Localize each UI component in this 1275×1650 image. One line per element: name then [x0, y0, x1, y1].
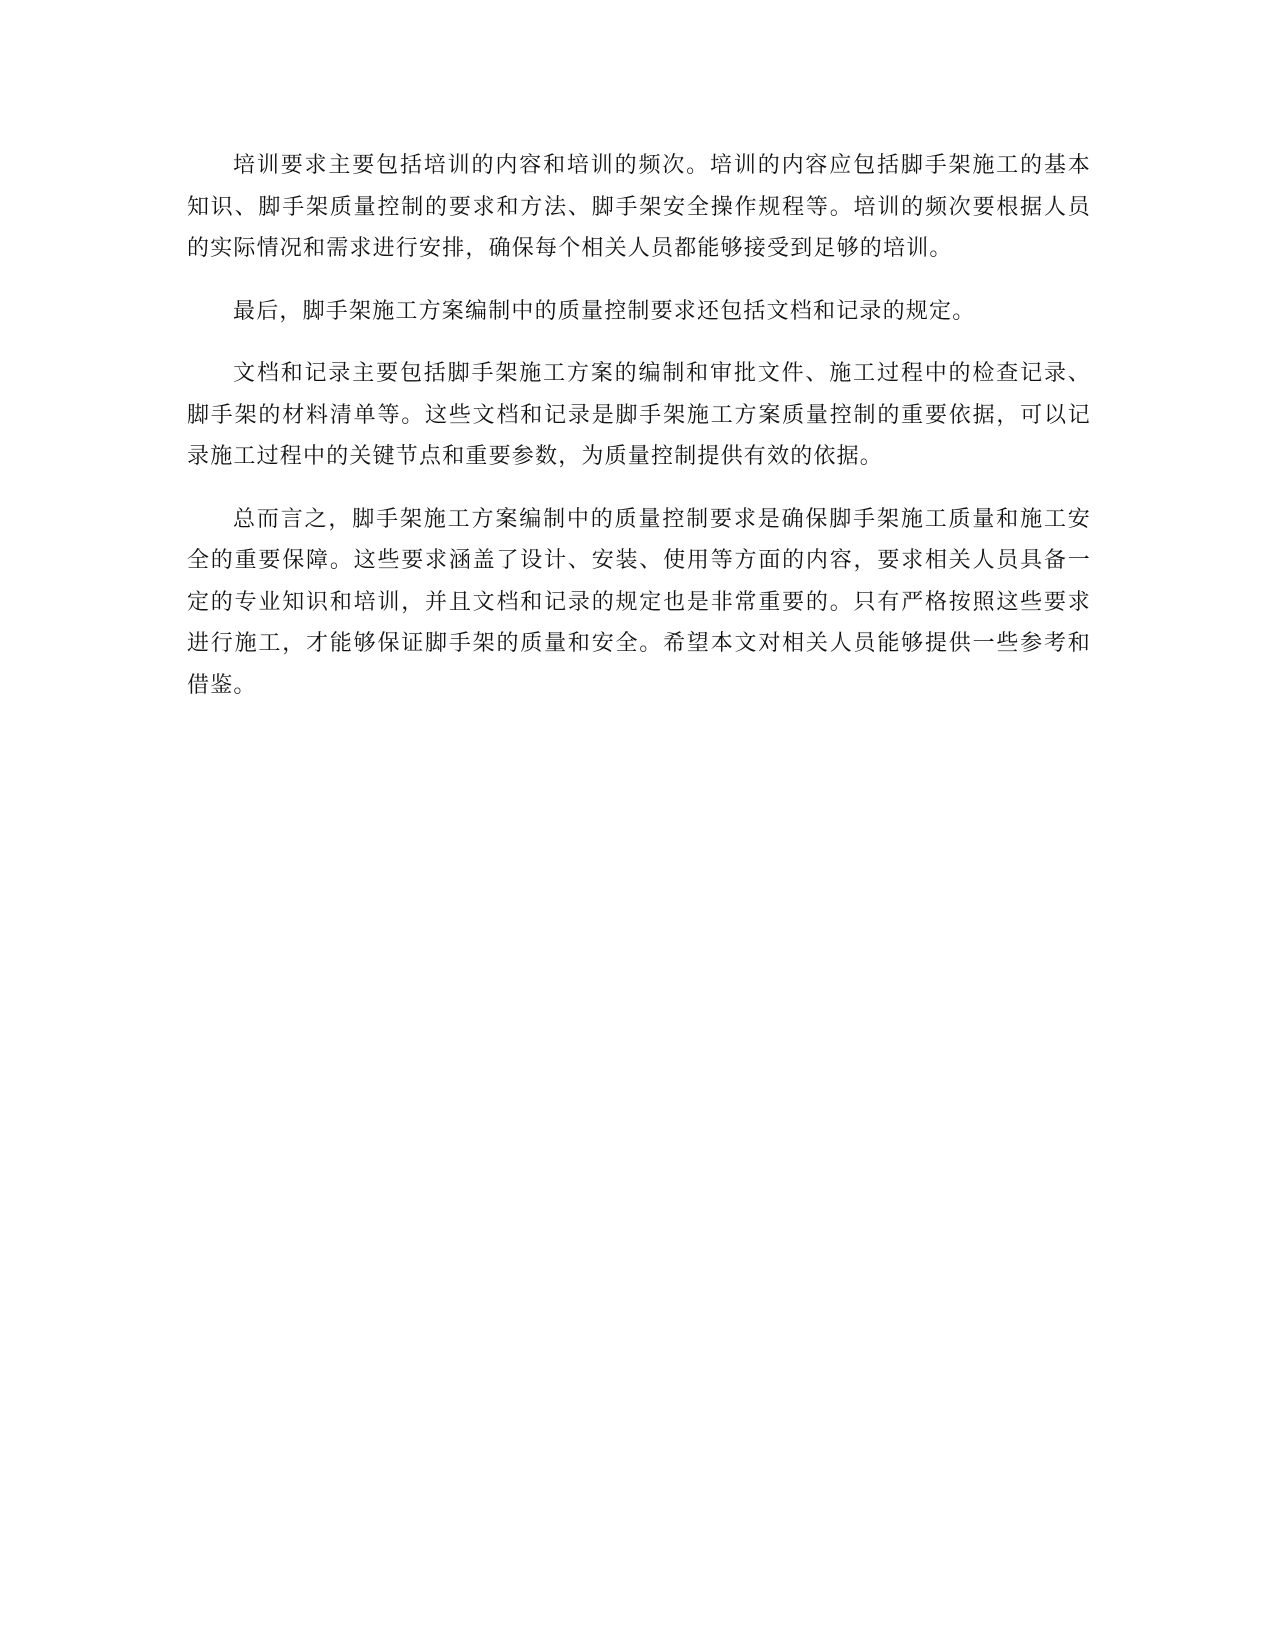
- paragraph-conclusion: 总而言之，脚手架施工方案编制中的质量控制要求是确保脚手架施工质量和施工安全的重要保障。这些要求涵盖了设计、安装、使用等方面的内容，要求相关人员具备一定的专业知识和培训，并且文档和记录的规定也是非常重要的。只有严格按照这些要求进行施工，才能够保证脚手架的质量和安全。希望本文对相关人员能够提供一些参考和借鉴。: [187, 506, 1091, 698]
- document-body: [187, 145, 1091, 727]
- paragraph-documentation-detail: 文档和记录主要包括脚手架施工方案的编制和审批文件、施工过程中的检查记录、脚手架的材料清单等。这些文档和记录是脚手架施工方案质量控制的重要依据，可以记录施工过程中的关键节点和重要参数，为质量控制提供有效的依据。: [187, 361, 1091, 469]
- paragraph-documentation-intro: 最后，脚手架施工方案编制中的质量控制要求还包括文档和记录的规定。: [233, 298, 976, 324]
- paragraph-training: 培训要求主要包括培训的内容和培训的频次。培训的内容应包括脚手架施工的基本知识、脚手架质量控制的要求和方法、脚手架安全操作规程等。培训的频次要根据人员的实际情况和需求进行安排，确保每个相关人员都能够接受到足够的培训。: [187, 153, 1091, 261]
